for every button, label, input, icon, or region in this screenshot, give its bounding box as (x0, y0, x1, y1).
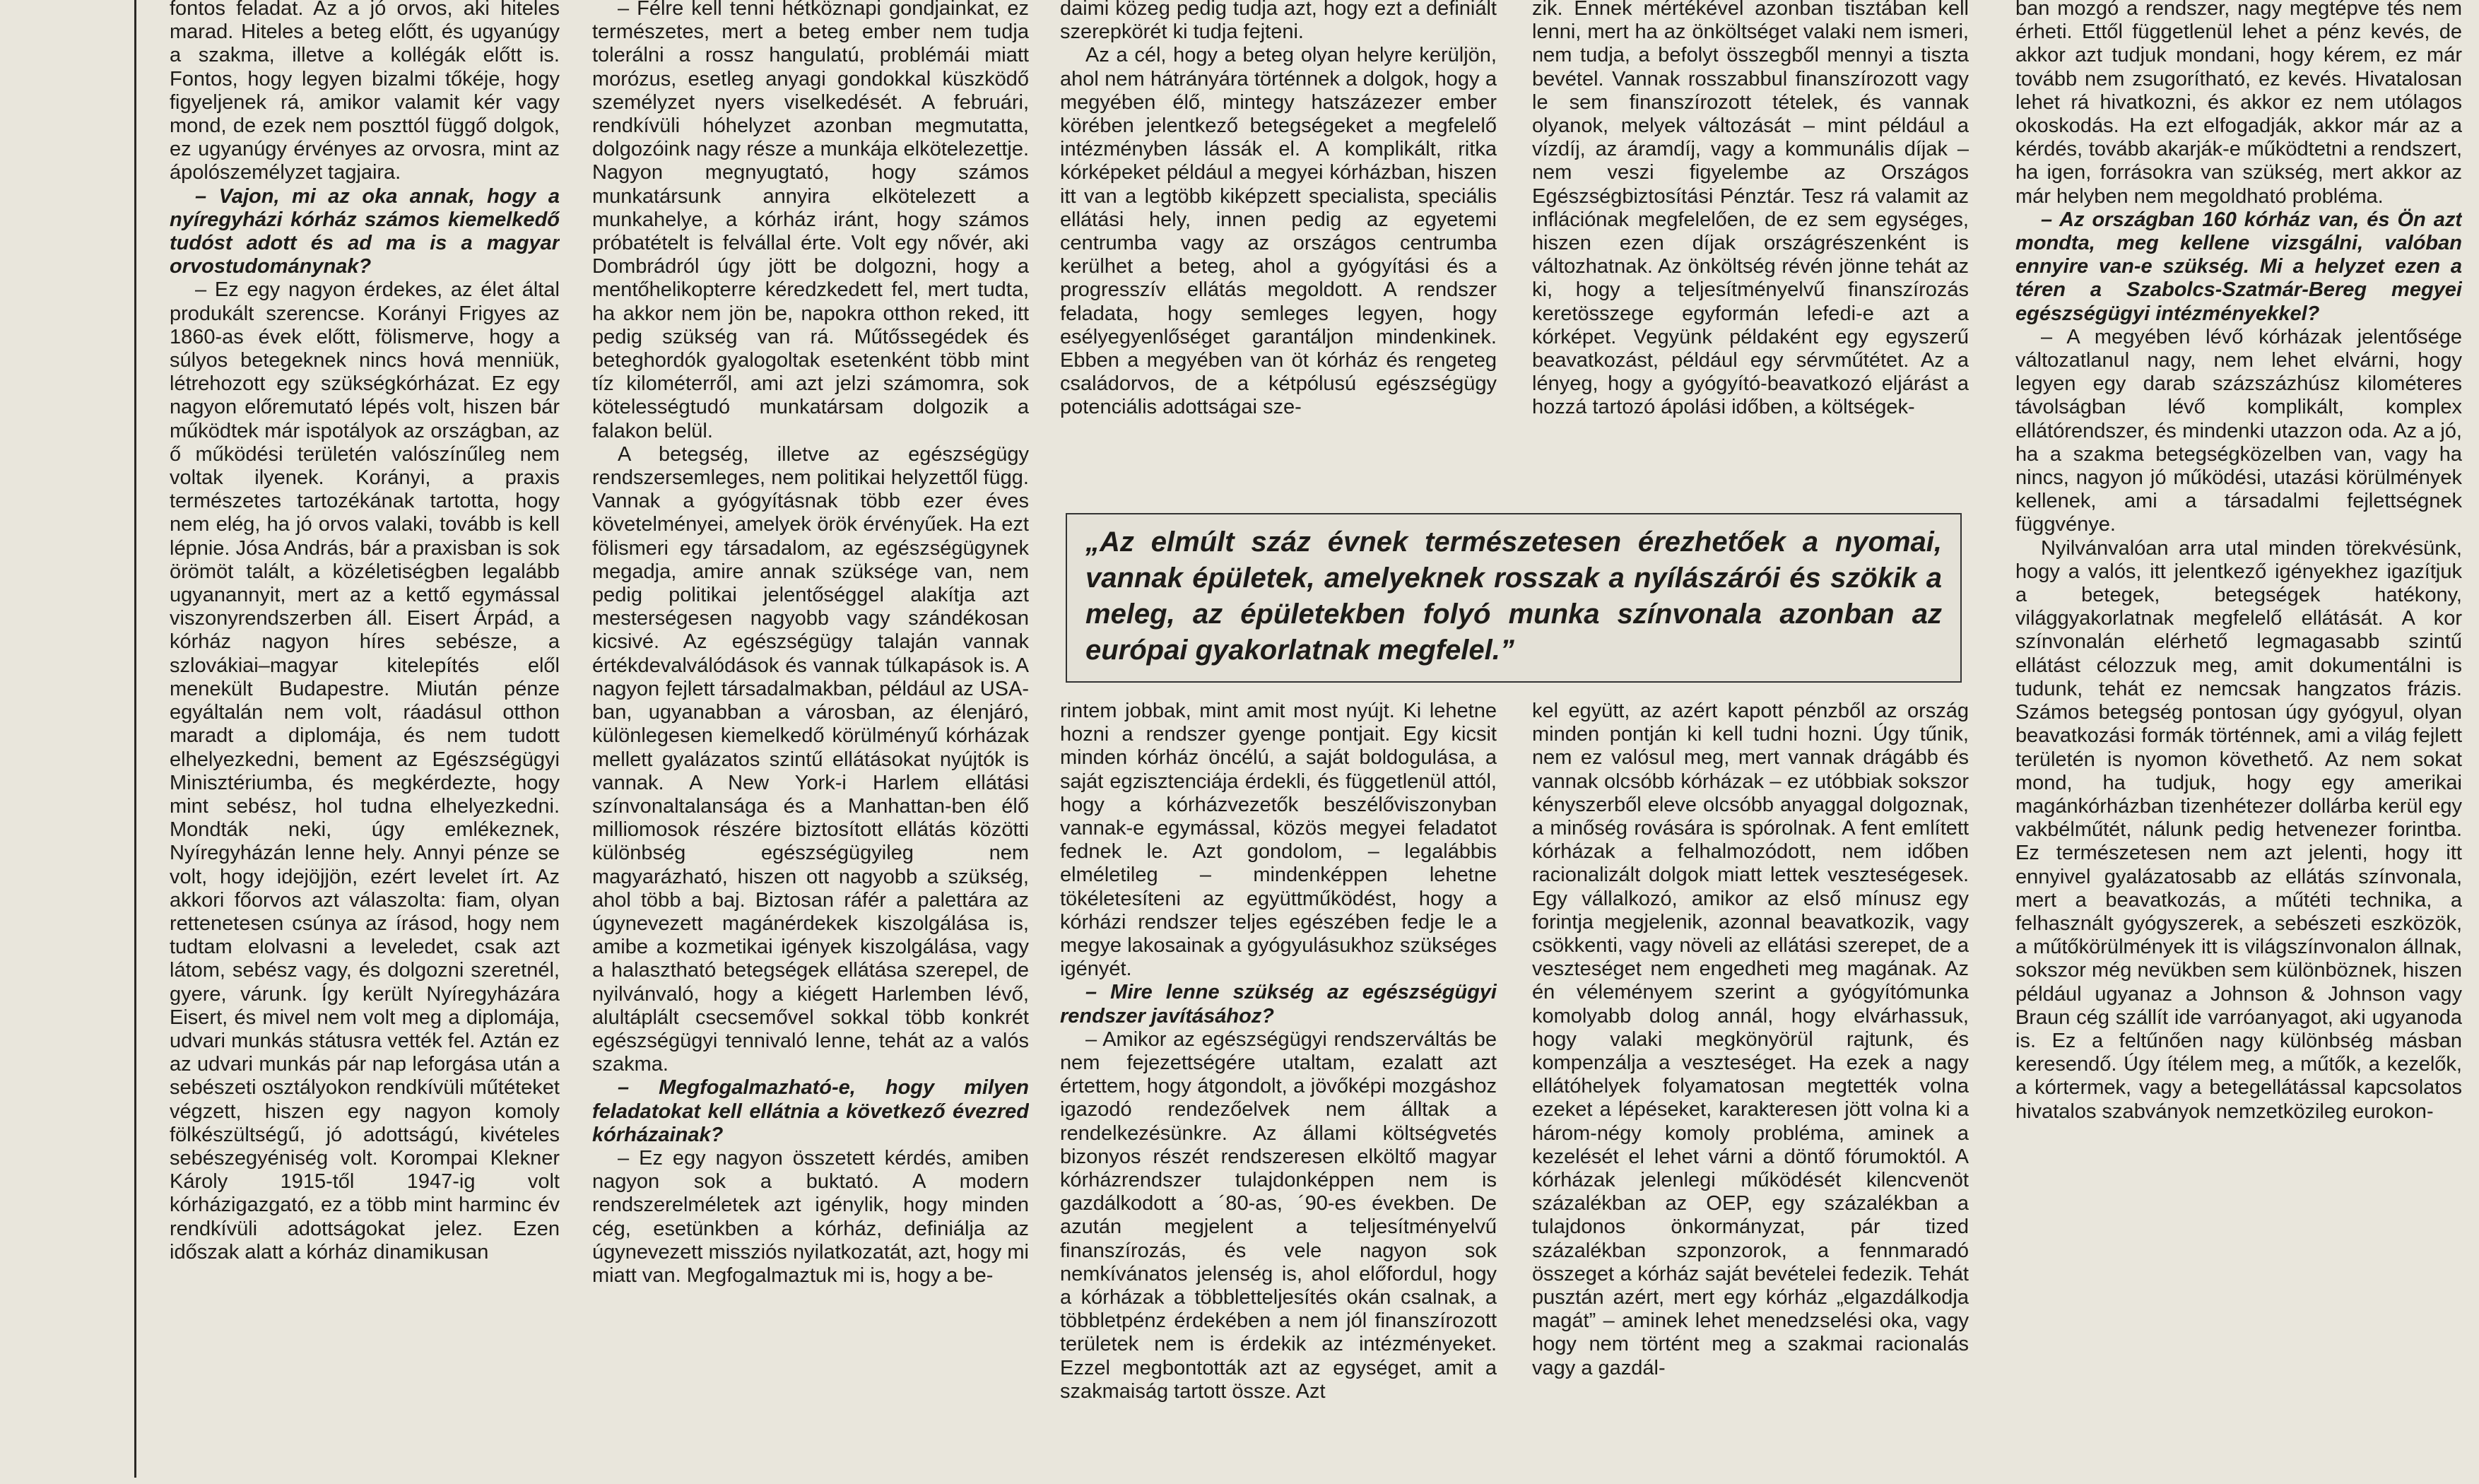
interview-question: – Az országban 160 kórház van, és Ön azt mondta, meg kellene vizsgálni, valóban ennyire van-e szükség. Mi a helyzet ezen a téren a Szabolcs-Szatmár-Bereg megyei egészségügyi intézményekkel? (2015, 208, 2462, 325)
left-page-edge-rule (134, 0, 136, 1478)
article-paragraph: Az a cél, hogy a beteg olyan helyre kerüljön, ahol nem hátrányára történnek a dolgok, hogy a megyében élő, mintegy hatszázezer ember körében jelentkező betegségeket a megfelelő intézményben lássák el. A komplikált, ritka kórképeket például a megyei kórházban, hiszen itt van a legtöbb kiképzett specialista, speciális ellátási hely, innen pedig az egyetemi centrumba vagy az országos centrumba kerülhet a beteg, ahol a gyógyítási és a progresszív ellátás megoldott. A rendszer feladata, hogy semleges legyen, hogy esélyegyenlőséget garantáljon mindenkinek. Ebben a megyében van öt kórház és rengeteg családorvos, de a kétpólusú egészségügy potenciális adottságai sze- (1060, 44, 1497, 419)
pull-quote-box (1066, 513, 1962, 683)
column-4 (1532, 0, 1969, 506)
article-paragraph: zik. Ennek mértékével azonban tisztában kell lenni, mert ha az önköltséget valaki nem ismeri, nem tudja, a befolyt összegből mennyi a tiszta bevétel. Vannak rosszabbul finanszírozott vagy le sem finanszírozott tételek, és vannak olyanok, melyek változását – mint például a vízdíj, az áramdíj, vagy a kommunális díjak – nem veszi figyelembe az Országos Egészségbiztosítási Pénztár. Tesz rá valamit az inflációnak megfelelően, de ez sem egységes, hiszen ezen díjak országrészenként is változhatnak. Az önköltség révén jönne tehát az ki, hogy a teljesítményelvű finanszírozás keretösszege egyformán lefedi-e azt a kórképet. Vegyünk példaként egy egyszerű beavatkozást, például egy sérvműtétet. Az a lényeg, hogy a gyógyító-beavatkozó eljárást a hozzá tartozó ápolási időben, a költségek- (1532, 0, 1969, 419)
article-paragraph: – Amikor az egészségügyi rendszerváltás be nem fejezettségére utaltam, ezalatt azt értettem, hogy átgondolt, a jövőképi mozgáshoz igazodó rendezőelvek nem álltak a rendelkezésünkre. Az állami költségvetés bizonyos részét rendszeresen elköltő magyar kórházrendszer tulajdonképpen nem is gazdálkodott a ´80-as, ´90-es években. De azután megjelent a teljesítményelvű finanszírozás, és vele nagyon sok nemkívánatos jelenség is, ahol előfordul, hogy a kórházak a többletteljesítés okán csalnak, a többletpénz érdekében a nem jól finanszírozott területek nem is érdekik az intézményeket. Ezzel megbontották azt az egységet, amit a szakmaiság tartott össze. Azt (1060, 1027, 1497, 1403)
interview-question: – Megfogalmazható-e, hogy milyen feladatokat kell ellátnia a következő évezred kórházainak? (592, 1076, 1029, 1146)
article-paragraph: – Félre kell tenni hétköznapi gondjainkat, ez természetes, mert a beteg ember nem tudja tolerálni a rossz hangulatú, problémái miatt morózus, esetleg anyagi gondokkal küszködő személyzet nyers viselkedését. A februári, rendkívüli hóhelyzet azonban megmutatta, dolgozóink nagy része a munkája elkötelezettje. Nagyon megnyugtató, hogy számos munkatársunk annyira elkötelezett a munkahelye, a kórház iránt, hogy számos próbatételt is felvállal érte. Volt egy nővér, aki Dombrádról úgy jött be dolgozni, hogy a mentőhelikopterre kéredzkedett fel, mert tudta, ha akkor nem jön be, napokra otthon reked, itt pedig szükség van rá. Műtőssegédek és beteghordók gyalogoltak esetenként több mint tíz kilométerről, ami azt jelzi számomra, sok kötelességtudó munkatársam dolgozik a falakon belül. (592, 0, 1029, 442)
article-paragraph: daimi közeg pedig tudja azt, hogy ezt a definiált szerepkörét ki tudja fejteni. (1060, 0, 1497, 44)
interview-question: – Vajon, mi az oka annak, hogy a nyíregyházi kórház számos kiemelkedő tudóst adott és ad ma is a magyar orvostudománynak? (170, 184, 560, 278)
article-paragraph: rintem jobbak, mint amit most nyújt. Ki lehetne hozni a rendszer gyenge pontjait. Egy kicsit minden kórház öncélú, a saját boldogulása, a saját egzisztenciája érdekli, és függetlenül attól, hogy a kórházvezetők beszélőviszonyban vannak-e egymással, közös megyei feladatot fednek le. Azt gondolom, – legalábbis elméletileg – mindenképpen lehetne tökéletesíteni az együttműködést, hogy a kórházi rendszer teljes egészében fedje le a megye lakosainak a gyógyulásukhoz szükséges igényét. (1060, 700, 1497, 981)
article-paragraph: A betegség, illetve az egészségügy rendszersemleges, nem politikai helyzettől függ. Vannak a gyógyításnak több ezer éves követelményei, amelyek örök érvényűek. Ha ezt fölismeri egy társadalom, az egészségügynek megadja, amire annak szüksége van, nem pedig politikai jelentőséggel alakítja azt mesterségesen nagyobb vagy szándékosan kicsivé. Az egészségügy talaján vannak értékdevalválódások és vannak túlkapások is. A nagyon fejlett társadalmakban, például az USA-ban, ugyanabban a városban, az élenjáró, különlegesen kiemelkedő körülményű kórházak mellett gyalázatos szintű ellátásokat nyújtók is vannak. A New York-i Harlem ellátási színvonaltalansága és a Manhattan-ben élő milliomosok részére biztosított ellátás közötti különbség egészségügyileg nem magyarázható, hiszen ott nagyobb a szükség, ahol több a baj. Biztosan ráfér a palettára az úgynevezett magánérdekek kiszolgálása is, amibe a kozmetikai igények kiszolgálása, vagy a halasztható betegségek ellátása szerepel, de nyilvánvaló, hogy a kiégett Harlemben lévő, alultáplált csecsemővel sokkal több konkrét egészségügyi tennivaló lenne, tehát az a valós szakma. (592, 442, 1029, 1076)
column-4-lower (1532, 700, 1969, 1484)
column-3-lower (1060, 700, 1497, 1484)
article-paragraph: – Ez egy nagyon összetett kérdés, amiben nagyon sok a buktató. A modern rendszerelméletek azt igénylik, hogy minden cég, esetünkben a kórház, definiálja az úgynevezett missziós nyilatkozatát, azt, hogy mi miatt van. Megfogalmaztuk mi is, hogy a be- (592, 1146, 1029, 1287)
article-paragraph: fontos feladat. Az a jó orvos, aki hiteles marad. Hiteles a beteg előtt, és ugyanúgy a szakma, illetve a kollégák előtt is. Fontos, hogy legyen bizalmi tőkéje, hogy figyeljenek rá, amikor valamit kér vagy mond, de ezek nem poszttól függő dolgok, ez ugyanúgy érvényes az orvosra, mint az ápolószemélyzet tagjaira. (170, 0, 560, 184)
column-5 (2015, 0, 2462, 1481)
article-paragraph: – A megyében lévő kórházak jelentősége változatlanul nagy, nem lehet elvárni, hogy legyen egy darab százszázhúsz kilométeres távolságban lévő komplikált, komplex ellátórendszer, és mindenki utazzon oda. Az a jó, ha a szakma betegségközelben van, vagy ha nincs, nagyon jó működési, utazási körülmények kellenek, ami a társadalmi fejlettségnek függvénye. (2015, 325, 2462, 536)
column-3 (1060, 0, 1497, 506)
article-paragraph: kel együtt, az azért kapott pénzből az ország minden pontján ki kell tudni hozni. Úgy tűnik, nem ez valósul meg, mert vannak drágább és vannak olcsóbb kórházak – ez utóbbiak sokszor kényszerből eleve olcsóbb anyaggal dolgoznak, a minőség rovására is spórolnak. A fent említett kórházak a felhalmozódott, nem időben racionalizált dolgok miatt lettek veszteségesek. Egy vállalkozó, amikor az első mínusz egy forintja megjelenik, azonnal beavatkozik, vagy csökkenti, vagy növeli az ellátási szerepet, de a veszteséget nem engedheti meg magának. Az én véleményem szerint a gyógyítómunka komolyabb dolog annál, hogy elvárhassuk, hogy valaki megkönyörül rajtunk, és kompenzálja a veszteséget. Ha ezek a nagy ellátóhelyek folyamatosan megtették volna ezeket a lépéseket, karakteresen jött volna ki a három-négy komoly probléma, aminek a kezelését el lehet várni a döntő fórumoktól. A kórházak jelenlegi működését kilencvenöt százalékban az OEP, egy százalékban a tulajdonos önkormányzat, pár tized százalékban szponzorok, a fennmaradó összeget a kórház saját bevételei fedezik. Tehát pusztán azért, mert egy kórház „elgazdálkodja magát” – aminek lehet menedzselési oka, vagy hogy nem történt meg a szakmai racionalás vagy a gazdál- (1532, 700, 1969, 1379)
pull-quote-text: „Az elmúlt száz évnek természetesen érezhetőek a nyomai, vannak épületek, amelyeknek rosszak a nyílászárói és szökik a meleg, az épületekben folyó munka színvonala azonban az európai gyakorlatnak megfelel.” (1085, 526, 1942, 666)
column-2 (592, 0, 1029, 1481)
article-paragraph: ban mozgó a rendszer, nagy megtépve tés nem érheti. Ettől függetlenül lehet a pénz kevés, de akkor azt tudjuk mondani, hogy kérem, ez már tovább nem zsugorítható, ez kevés. Hivatalosan lehet rá hivatkozni, és akkor ez nem utólagos okoskodás. Ha ezt elfogadják, akkor már az a kérdés, tovább akarják-e működtetni a rendszert, ha igen, forrásokra van szükség, mert akkor az már helyben nem megoldható probléma. (2015, 0, 2462, 208)
interview-question: – Mire lenne szükség az egészségügyi rendszer javításához? (1060, 981, 1497, 1027)
article-paragraph: – Ez egy nagyon érdekes, az élet által produkált szerencse. Korányi Frigyes az 1860-as évek előtt, fölismerve, hogy a súlyos betegeknek nincs hová menniük, létrehozott egy szükségkórházat. Ez egy nagyon előremutató lépés volt, hiszen bár működtek már ispotályok az országban, az ő működési területén valószínűleg nem voltak ilyenek. Korányi, a praxis természetes tartozékának tartotta, hogy nem elég, ha jó orvos valaki, tovább is kell lépnie. Jósa András, bár a praxisban is sok örömöt talált, a közéletiségben legalább ugyanannyit, mert az a kettő egymással viszonyrendszerben áll. Eisert Árpád, a kórház nagyon híres sebésze, a szlovákiai–magyar kitelepítés elől menekült Budapestre. Miután pénze egyáltalán nem volt, ráadásul otthon maradt a diplomája, és nem tudott elhelyezkedni, bement az Egészségügyi Minisztériumba, és megkérdezte, hogy mint sebész, hol tudna elhelyezkedni. Mondták neki, úgy emlékeznek, Nyíregyházán lenne hely. Annyi pénze se volt, hogy idejöjjön, ezért levelet írt. Az akkori főorvos azt válaszolta: fiam, olyan rettenetesen csúnya az írásod, hogy nem tudtam elolvasni a leveledet, csak azt látom, sebész vagy, és dolgozni szeretnél, gyere, várunk. Így került Nyíregyházára Eisert, és mivel nem volt meg a diplomája, udvari munkás státusra vették fel. Aztán ez az udvari munkás pár nap leforgása után a sebészeti osztályokon rendkívüli műtéteket végzett, hiszen egy nagyon komoly fölkészültségű, jó adottságú, kivételes sebészegyéniség volt. Korompai Klekner Károly 1915-től 1947-ig volt kórházigazgató, ez a több mint harminc év rendkívüli adottságokat jelez. Ezen időszak alatt a kórház dinamikusan (170, 278, 560, 1264)
column-1 (170, 0, 560, 1481)
article-paragraph: Nyilvánvalóan arra utal minden törekvésünk, hogy a valós, itt jelentkező igényekhez igazítjuk a betegek, betegségek hatékony, világgyakorlatnak megfelelő ellátását. A kor színvonalán elérhető legmagasabb szintű ellátást célozzuk meg, amit dokumentálni is tudunk, tehát ez nemcsak hangzatos frázis. Számos betegség pontosan úgy gyógyul, olyan beavatkozási formák történnek, ami a világ fejlett területén is nyomon követhető. Az nem sokat mond, ha tudjuk, hogy egy amerikai magánkórházban tizenhétezer dollárba kerül egy vakbélműtét, nálunk pedig hetvenezer forintba. Ez természetesen nem azt jelenti, hogy itt ennyivel gyalázatosabb az ellátás színvonala, mert a beavatkozás, a műtéti technika, a felhasznált gyógyszerek, a sebészeti eszközök, a műtőkörülmények itt is világszínvonalon állnak, sokszor még nevükben sem különböznek, hiszen például ugyanaz a Johnson & Johnson vagy Braun cég szállít ide varróanyagot, aki ugyanoda is. Ez a feltűnően nagy különbség másban keresendő. Úgy ítélem meg, a műtők, a kezelők, a kórtermek, vagy a betegellátással kapcsolatos hivatalos szabványok nemzetközileg eurokon- (2015, 536, 2462, 1123)
